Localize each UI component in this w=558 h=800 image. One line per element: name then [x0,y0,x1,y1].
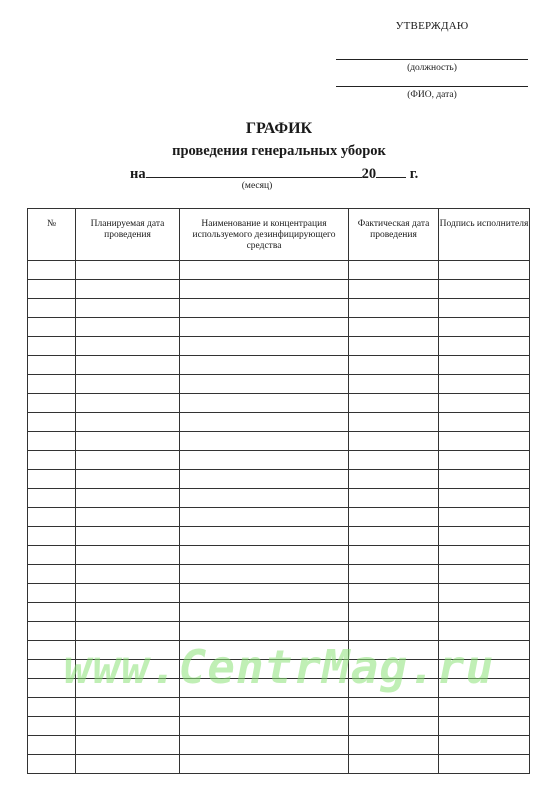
table-row [28,717,530,736]
table-cell[interactable] [349,698,439,717]
period-prefix: на [130,166,146,182]
table-row [28,736,530,755]
table-cell[interactable] [76,337,180,356]
table-cell[interactable] [180,717,349,736]
table-cell[interactable] [76,641,180,660]
table-cell[interactable] [180,679,349,698]
table-row [28,280,530,299]
table-cell[interactable] [76,261,180,280]
table-cell[interactable] [28,736,76,755]
table-cell[interactable] [28,299,76,318]
column-header-signature: Подпись исполнителя [439,209,530,261]
table-row [28,470,530,489]
month-caption: (месяц) [241,181,273,191]
table-row [28,337,530,356]
table-cell[interactable] [349,470,439,489]
table-cell[interactable] [439,318,530,337]
table-cell[interactable] [76,527,180,546]
table-cell[interactable] [28,717,76,736]
table-cell[interactable] [28,527,76,546]
table-cell[interactable] [76,299,180,318]
table-cell[interactable] [349,280,439,299]
table-row [28,622,530,641]
table-cell[interactable] [349,508,439,527]
table-row [28,584,530,603]
table-cell[interactable] [28,432,76,451]
table-cell[interactable] [180,660,349,679]
table-cell[interactable] [439,622,530,641]
table-cell[interactable] [28,356,76,375]
table-cell[interactable] [76,375,180,394]
position-caption: (должность) [407,63,457,73]
table-cell[interactable] [349,451,439,470]
table-row [28,451,530,470]
table-cell[interactable] [349,489,439,508]
table-cell[interactable] [349,318,439,337]
table-cell[interactable] [349,603,439,622]
table-cell[interactable] [439,394,530,413]
table-cell[interactable] [180,299,349,318]
table-cell[interactable] [349,622,439,641]
table-cell[interactable] [28,546,76,565]
table-cell[interactable] [28,413,76,432]
table-cell[interactable] [180,527,349,546]
table-cell[interactable] [180,641,349,660]
table-cell[interactable] [180,375,349,394]
table-cell[interactable] [76,660,180,679]
table-cell[interactable] [180,603,349,622]
table-cell[interactable] [28,280,76,299]
table-cell[interactable] [76,508,180,527]
year-blank-line [376,163,406,178]
table-cell[interactable] [76,394,180,413]
table-cell[interactable] [180,489,349,508]
table-cell[interactable] [439,261,530,280]
table-cell[interactable] [349,527,439,546]
table-cell[interactable] [180,432,349,451]
table-row [28,261,530,280]
table-row [28,660,530,679]
document-subtitle: проведения генеральных уборок [172,143,386,159]
table-cell[interactable] [180,451,349,470]
table-cell[interactable] [180,470,349,489]
table-cell[interactable] [180,337,349,356]
table-row [28,603,530,622]
table-cell[interactable] [439,565,530,584]
table-cell[interactable] [439,432,530,451]
table-cell[interactable] [439,451,530,470]
table-cell[interactable] [180,622,349,641]
table-cell[interactable] [28,375,76,394]
table-cell[interactable] [349,755,439,774]
table-cell[interactable] [349,641,439,660]
table-cell[interactable] [76,356,180,375]
table-cell[interactable] [28,622,76,641]
table-row [28,318,530,337]
table-cell[interactable] [349,679,439,698]
column-header-number: № [28,209,76,261]
table-cell[interactable] [28,394,76,413]
name-date-signature-line [336,86,528,87]
table-row [28,432,530,451]
table-cell[interactable] [180,584,349,603]
table-cell[interactable] [439,470,530,489]
table-row [28,679,530,698]
table-row [28,546,530,565]
table-cell[interactable] [28,470,76,489]
table-cell[interactable] [439,736,530,755]
document-title: ГРАФИК [245,120,313,137]
table-cell[interactable] [439,641,530,660]
table-cell[interactable] [349,660,439,679]
column-header-disinfectant: Наименование и концентрация используемого дезинфицирующего средства [180,209,349,261]
table-cell[interactable] [28,318,76,337]
table-cell[interactable] [76,489,180,508]
period-year-prefix: 20 [361,166,377,182]
table-cell[interactable] [76,413,180,432]
table-cell[interactable] [439,356,530,375]
table-row [28,698,530,717]
table-cell[interactable] [180,261,349,280]
table-cell[interactable] [76,565,180,584]
table-cell[interactable] [76,755,180,774]
table-cell[interactable] [180,413,349,432]
table-cell[interactable] [76,451,180,470]
table-cell[interactable] [439,375,530,394]
table-body [28,261,530,774]
table-cell[interactable] [76,280,180,299]
table-cell[interactable] [76,470,180,489]
table-cell[interactable] [180,565,349,584]
table-cell[interactable] [439,337,530,356]
table-cell[interactable] [349,337,439,356]
table-cell[interactable] [349,717,439,736]
table-row [28,375,530,394]
table-cell[interactable] [76,584,180,603]
table-cell[interactable] [76,679,180,698]
table-cell[interactable] [180,508,349,527]
approval-title: УТВЕРЖДАЮ [395,20,469,32]
month-blank-line [146,163,362,178]
table-cell[interactable] [439,660,530,679]
table-cell[interactable] [28,261,76,280]
table-cell[interactable] [28,565,76,584]
table-row [28,489,530,508]
table-cell[interactable] [28,584,76,603]
watermark: www.CentrMag.ru [63,640,495,694]
table-row [28,394,530,413]
table-cell[interactable] [28,508,76,527]
table-cell[interactable] [439,546,530,565]
cleaning-schedule-table [27,208,530,774]
table-cell[interactable] [28,755,76,774]
table-cell[interactable] [76,698,180,717]
table-cell[interactable] [349,565,439,584]
table-cell[interactable] [76,603,180,622]
table-row [28,565,530,584]
table-cell[interactable] [439,299,530,318]
period-year-suffix: г. [409,166,419,182]
table-cell[interactable] [28,337,76,356]
table-cell[interactable] [349,736,439,755]
table-cell[interactable] [180,755,349,774]
table-row [28,527,530,546]
table-cell[interactable] [180,546,349,565]
table-row [28,641,530,660]
table-cell[interactable] [439,280,530,299]
name-date-caption: (ФИО, дата) [407,90,457,100]
table-cell[interactable] [180,394,349,413]
table-cell[interactable] [28,660,76,679]
table-cell[interactable] [28,489,76,508]
table-cell[interactable] [76,622,180,641]
table-cell[interactable] [28,679,76,698]
column-header-planned-date: Планируемая дата проведения [76,209,180,261]
table-cell[interactable] [28,603,76,622]
table-cell[interactable] [28,641,76,660]
table-cell[interactable] [349,413,439,432]
table-cell[interactable] [28,451,76,470]
table-cell[interactable] [439,755,530,774]
table-row [28,413,530,432]
table-cell[interactable] [76,717,180,736]
table-cell[interactable] [439,508,530,527]
table-row [28,508,530,527]
table-cell[interactable] [439,603,530,622]
table-cell[interactable] [76,736,180,755]
table-cell[interactable] [439,527,530,546]
table-row [28,299,530,318]
table-header-row [28,209,530,261]
table-cell[interactable] [439,717,530,736]
table-cell[interactable] [180,280,349,299]
table-cell[interactable] [180,698,349,717]
table-row [28,755,530,774]
table-cell[interactable] [76,432,180,451]
table-row [28,356,530,375]
period-line [130,163,418,183]
table-cell[interactable] [439,584,530,603]
table-cell[interactable] [180,736,349,755]
table-cell[interactable] [349,356,439,375]
table-cell[interactable] [349,584,439,603]
table-cell[interactable] [439,679,530,698]
table-cell[interactable] [349,432,439,451]
table-cell[interactable] [349,261,439,280]
table-cell[interactable] [439,489,530,508]
table-cell[interactable] [76,318,180,337]
table-cell[interactable] [349,394,439,413]
position-signature-line [336,59,528,60]
table-cell[interactable] [76,546,180,565]
table-cell[interactable] [349,299,439,318]
table-cell[interactable] [180,356,349,375]
table-cell[interactable] [349,375,439,394]
table-cell[interactable] [439,698,530,717]
table-cell[interactable] [439,413,530,432]
table-cell[interactable] [28,698,76,717]
column-header-actual-date: Фактическая дата проведения [349,209,439,261]
table-cell[interactable] [180,318,349,337]
table-cell[interactable] [349,546,439,565]
